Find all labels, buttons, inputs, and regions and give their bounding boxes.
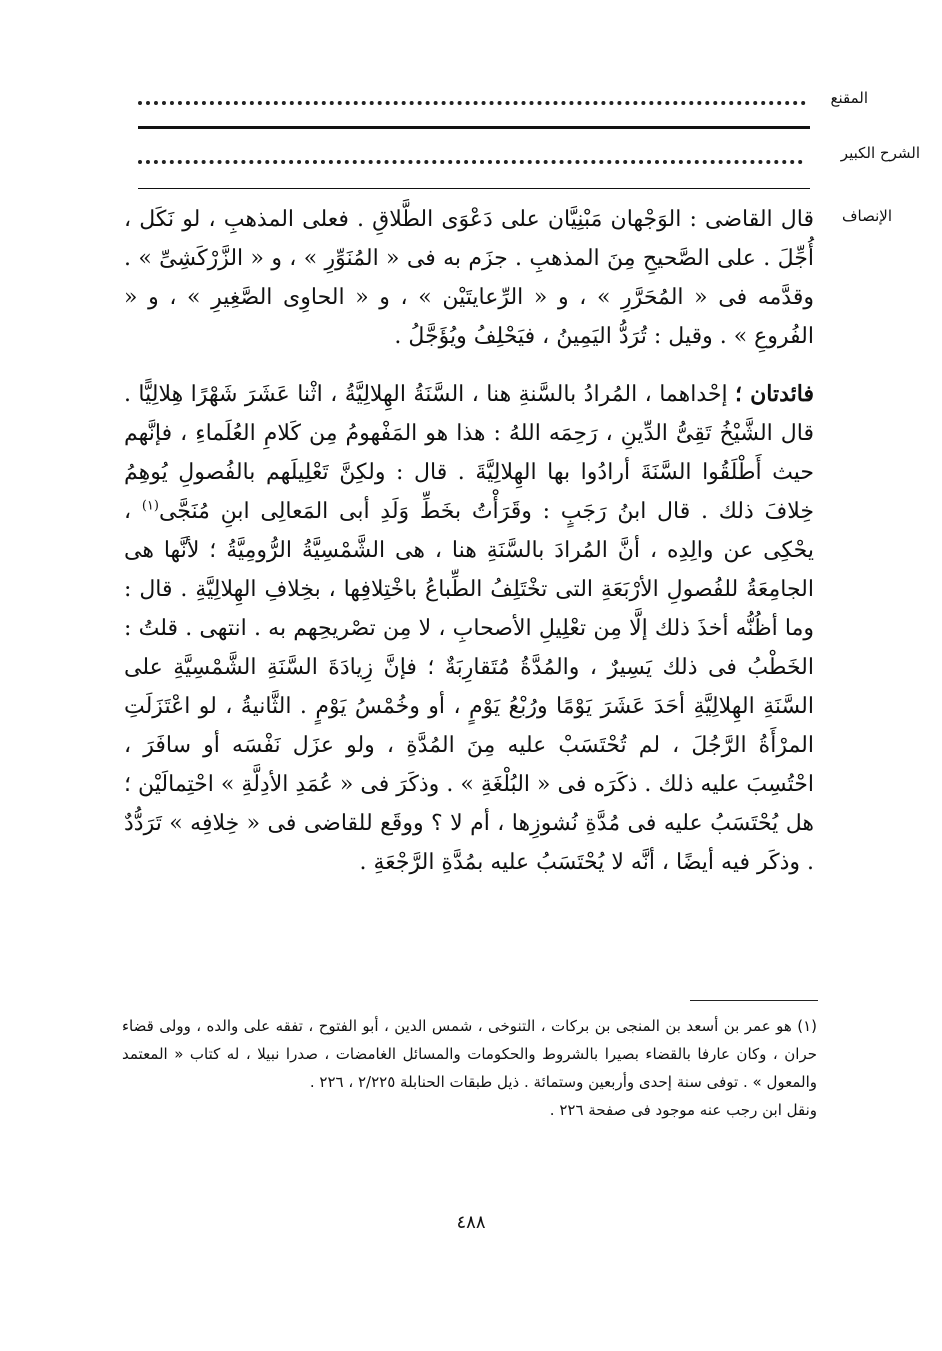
paragraph-2-part-2: ، يحْكِى عن والِدِه ، أنَّ المُرادَ بالسَّنَةِ هنا ، هى الشَّمْسِيَّةُ الرُّومِيَّةُ ؛ لأنَّها هى الجامِعَةُ للفُصولِ الأرْبَعَةِ التى تخْتَلِفُ الطِّباعُ باخْتِلافِها ، بخِلافِ الهِلالِيَّةِ . قال : وما أظُنُّه أخذَ ذلك إلَّا مِن تعْلِيلِ الأصحابِ ، لا مِن تصْريحِهم به . انتهى . قلتُ : الخَطْبُ فى ذلك يَسِيرٌ ، والمُدَّةُ مُتَقارِبَةٌ ؛ فإنَّ زِيادَةَ السَّنَةِ الشَّمْسِيَّةِ على السَّنَةِ الهِلالِيَّةِ أحَدَ عَشَرَ يَوْمًا ورُبْعُ يَوْمٍ ، أو وخُمْسُ يَوْمٍ . الثَّانيةُ ، لو اعْتَزَلَتِ المرْأَةُ الرَّجُلَ ، لم تُحْتَسَبْ عليه مِنَ المُدَّةِ ، ولو عزَل نَفْسَه أو سافَرَ ، احْتُسِبَ عليه ذلك . ذكَرَه فى « البُلْغَةِ » . وذكَرَ فى « عُمَدِ الأدِلَّةِ » احْتِمالَيْن ؛ هل يُحْتَسَبُ عليه فى مُدَّةِ نُشوزِها ، أم لا ؟ ووقَع للقاضى فى « خِلافِه » تَرَدُّدٌ . وذكَر فيه أيضًا ، أنَّه لا يُحْتَسَبُ عليه بمُدَّةِ الرَّجْعَةِ .	[124, 499, 814, 875]
paragraph-gap	[124, 356, 814, 375]
sharh-dotted-line	[138, 160, 803, 164]
fawaid-heading: فائدتان ؛	[735, 381, 814, 407]
paragraph-2	[124, 375, 814, 882]
footnote-rule	[690, 1000, 818, 1001]
sharh-label: الشرح الكبير	[840, 144, 920, 162]
main-text	[124, 200, 814, 882]
section-rule-bottom	[138, 188, 810, 189]
paragraph-2-part-1: إحْداهما ، المُرادُ بالسَّنةِ هنا ، السَّنَةُ الهِلالِيَّةُ ، اثْنا عَشَرَ شَهْرًا هِلالِيًّا . قال الشَّيْخُ تَقِىُّ الدِّينِ ، رَحِمَه اللهُ : هذا هو المَفْهومُ مِن كَلامِ العُلَماءِ ، فإنَّهم حيث أَطْلَقُوا السَّنَةَ أرادُوا بها الهِلالِيَّةَ . قال : ولكِنَّ تَعْلِيلَهم بالفُصولِ يُوهِمُ خِلافَ ذلك . قال ابنُ رَجَبٍ : وقَرَأْتُ بخَطِّ وَلَدِ أبى المَعالِى ابنِ مُنَجَّى	[124, 382, 814, 524]
page-number: ٤٨٨	[456, 1212, 486, 1233]
paragraph-1: قال القاضى : الوَجْهان مَبْنِيَّان على دَعْوَى الطَّلاقِ . فعلى المذهبِ ، لو نَكَل ، أُجِّلَ . على الصَّحيحِ مِنَ المذهبِ . جزَم به فى « المُنَوِّرِ » ، و « الزَّرْكَشِىِّ » . وقدَّمه فى « المُحَرَّرِ » ، و « الرِّعايتَيْن » ، و « الحاوِى الصَّغِيرِ » ، و « الفُروعِ » . وقيل : تُرَدُّ اليَمِينُ ، فيَحْلِفُ ويُؤَجَّلُ .	[124, 207, 814, 349]
muqni-label: المقنع	[830, 89, 868, 107]
footnote-1: (١) هو عمر بن أسعد بن المنجى بن بركات ، التنوخى ، شمس الدين ، أبو الفتوح ، تفقه على والده ، وولى قضاء حران ، وكان عارفا بالقضاء بصيرا بالشروط والحكومات والمسائل الغامضات ، صدرا نبيلا ، له كتاب « المعتمد والمعول » . توفى سنة إحدى وأربعين وستمائة . ذيل طبقات الحنابلة ٢/٢٢٥ ، ٢٢٦ .	[122, 1017, 817, 1091]
footnote-1-note: ونقل ابن رجب عنه موجود فى صفحة ٢٢٦ .	[549, 1101, 817, 1119]
muqni-dotted-line	[138, 101, 806, 105]
insaf-label: الإنصاف	[841, 207, 892, 225]
section-rule-top	[138, 126, 810, 129]
footnotes	[122, 1012, 817, 1124]
footnote-reference: (١)	[141, 498, 159, 514]
